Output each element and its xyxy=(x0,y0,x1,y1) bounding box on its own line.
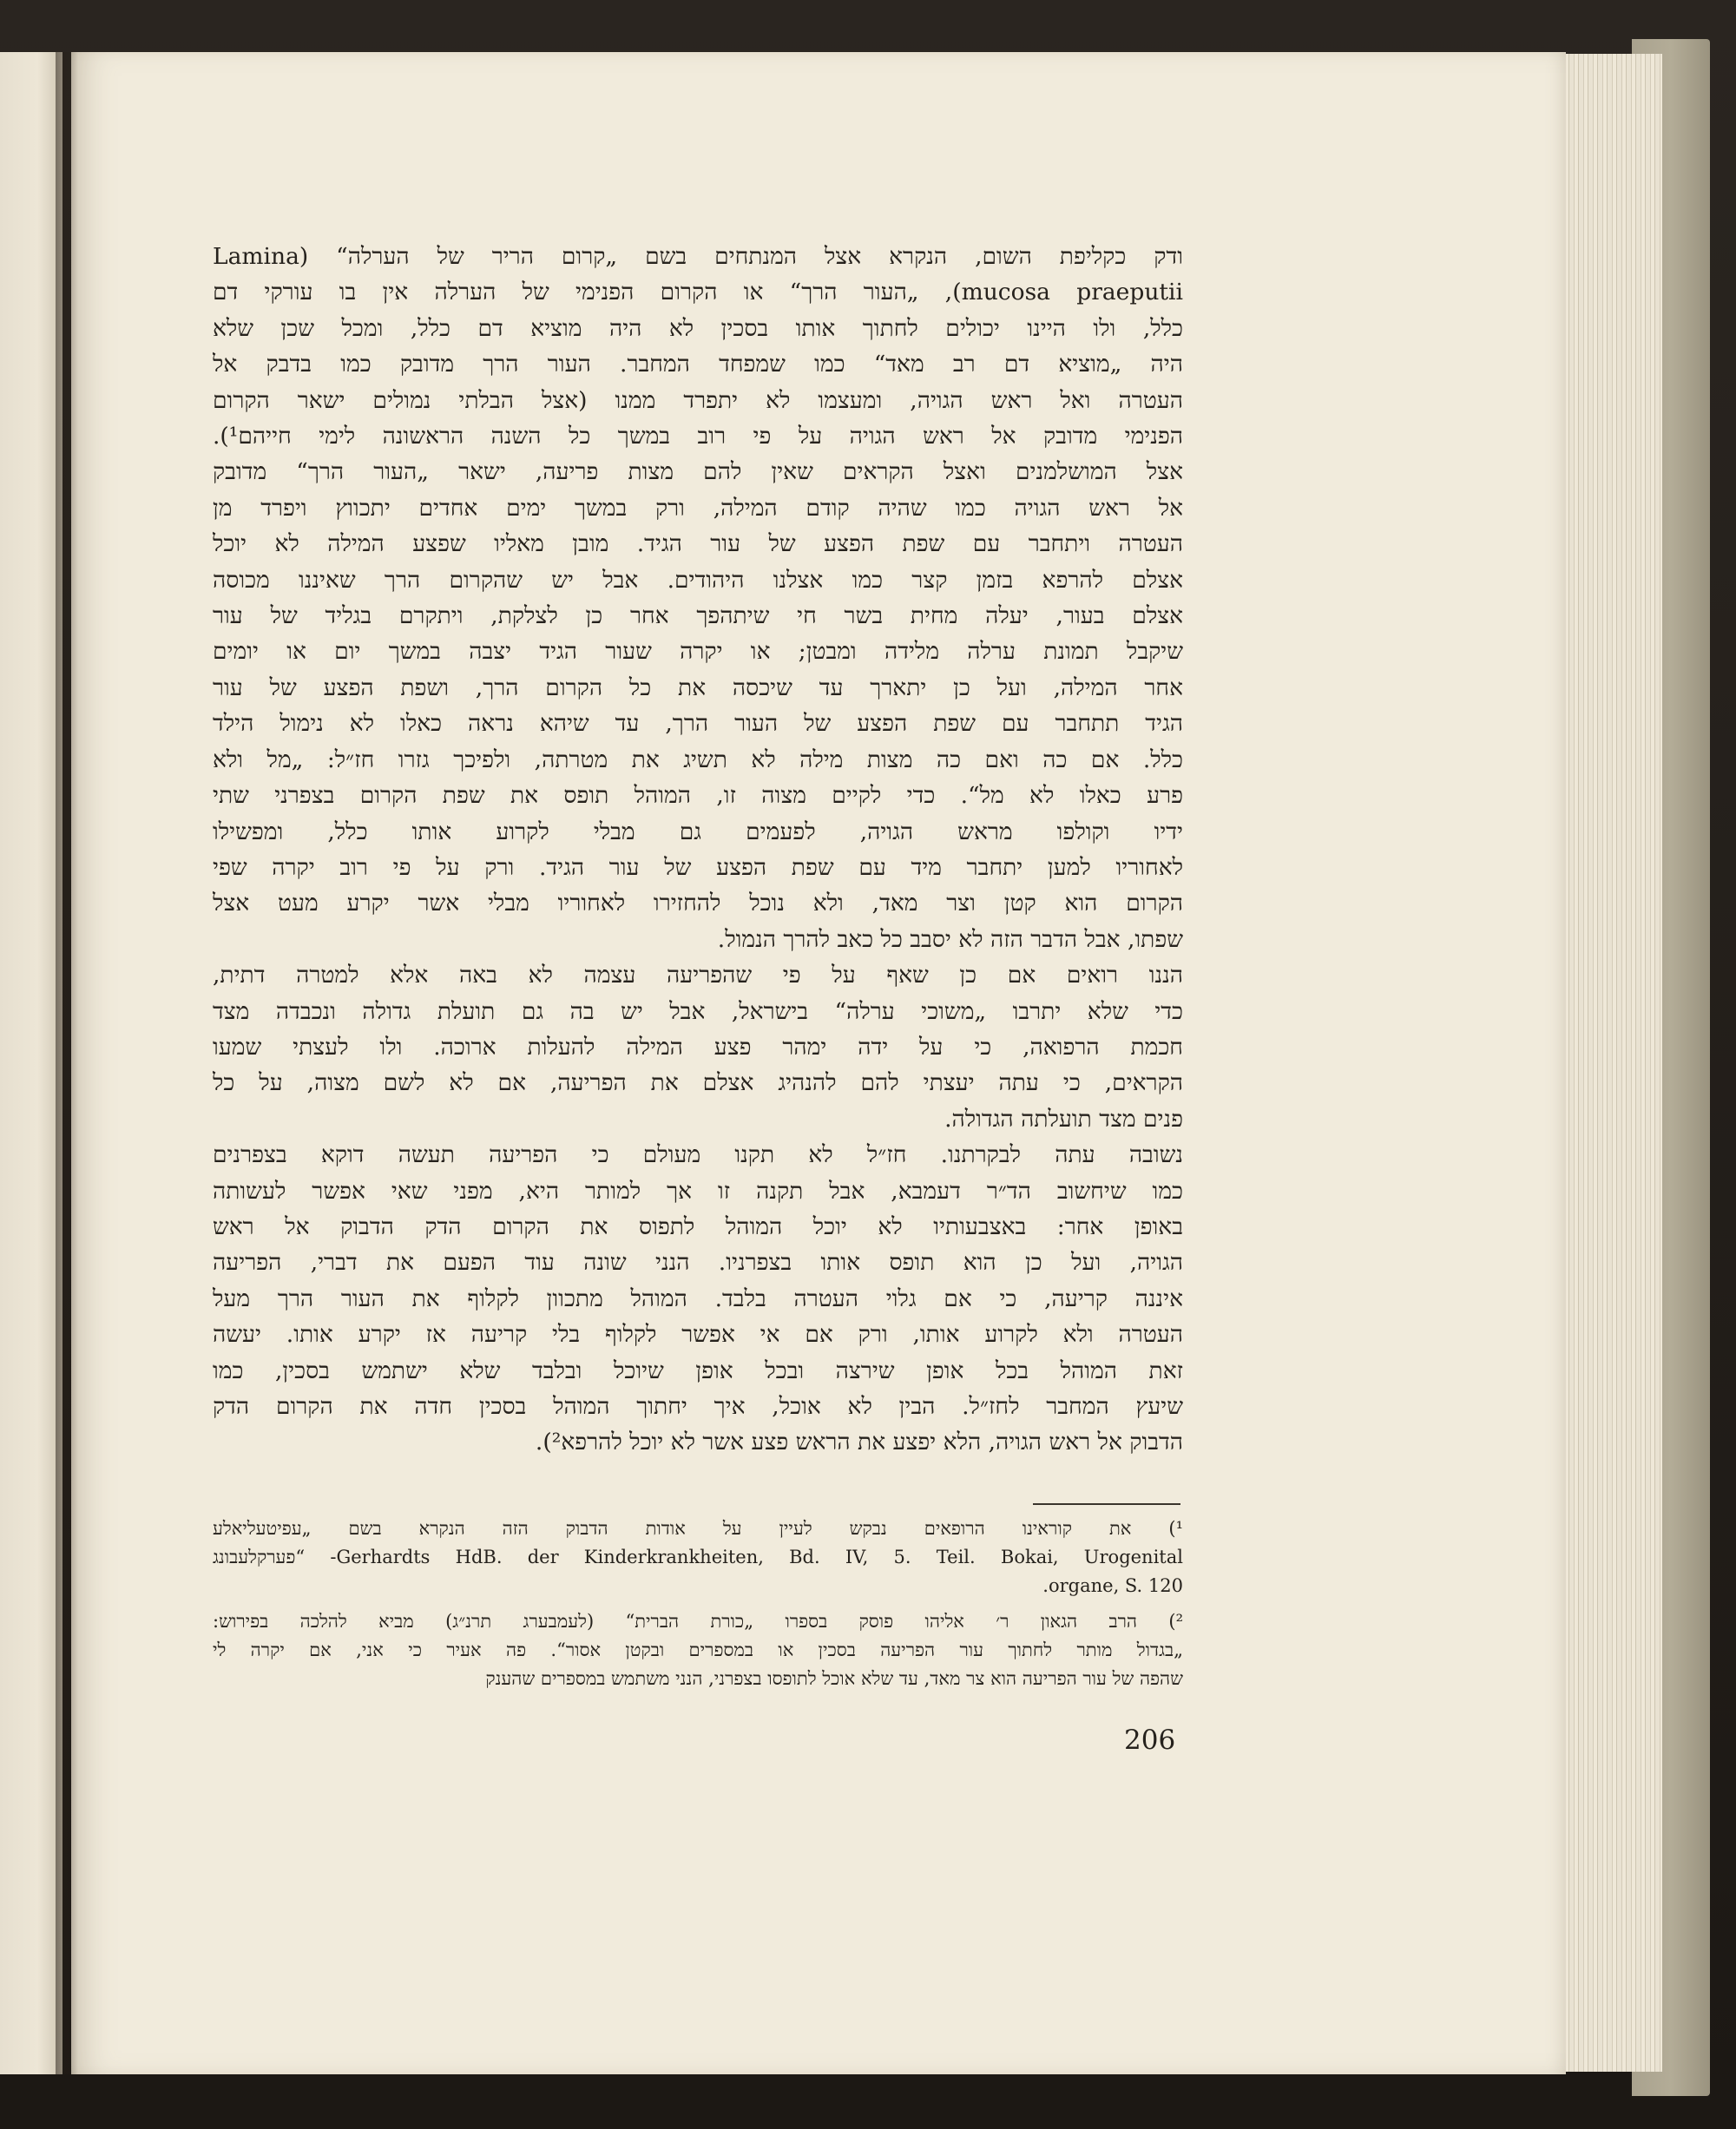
text-line: פרע כאלו לא מל“. כדי לקיים מצוה זו, המוהל תופס את שפת הקרום בצפרני שתי xyxy=(213,782,1183,810)
text-line: שיעץ המחבר לחז״ל. הבין לא אוכל, איך יחתוך המוהל בסכין חדה את הקרום הדק xyxy=(213,1393,1183,1420)
gutter-shadow xyxy=(56,52,78,2074)
text-line: היה „מוציא דם רב מאד“ כמו שמפחד המחבר. העור הרך מדובק כמו בדבק אל xyxy=(213,351,1183,378)
text-line: אצלם להרפא בזמן קצר כמו אצלנו היהודים. אבל יש שהקרום הרך שאיננו מכוסה xyxy=(213,566,1183,594)
text-line: פנים מצד תועלתה הגדולה. xyxy=(944,1105,1183,1133)
text-line: הגויה, ועל כן הוא תופס אותו בצפרניו. הנני שונה עוד הפעם את דברי, הפריעה xyxy=(213,1249,1183,1277)
text-line: העטרה ויתחבר עם שפת הפצע של עור הגיד. מובן מאליו שפצע המילה לא יוכל xyxy=(213,530,1183,558)
text-line: ²) הרב הגאון ר׳ אליהו פוסק בספרו „כורת הברית“ (לעמבערג תרנ״ג) מביא להלכה בפירוש: xyxy=(213,1611,1183,1632)
page-number: 206 xyxy=(1124,1725,1176,1756)
text-line: ¹) את קוראינו הרופאים נבקש לעיין על אודות הדבוק הזה הנקרא בשם „עפיטעליאלע xyxy=(213,1518,1183,1539)
text-line: חכמת הרפואה, כי על ידה ימהר פצע המילה להעלות ארוכה. ולו לעצתי שמעו xyxy=(213,1033,1183,1061)
footnote-1 xyxy=(213,1515,1183,1600)
text-line: הקרום הוא קטן וצר מאד, ולא נוכל להחזירו לאחוריו מבלי אשר יקרע מעט אצל xyxy=(213,890,1183,917)
text-line: שפתו, אבל הדבר הזה לא יסבב כל כאב להרך הנמול. xyxy=(717,925,1183,953)
text-line: העטרה ואל ראש הגויה, ומעצמו לא יתפרד ממנו (אצל הבלתי נמולים ישאר הקרום xyxy=(213,386,1183,414)
facing-page-edge xyxy=(0,52,62,2074)
text-line: זאת המוהל בכל אופן שירצה ובכל אופן שיוכל ובלבד שלא ישתמש בסכין, כמו xyxy=(213,1357,1183,1384)
text-line: העטרה ולא לקרוע אותו, ורק אם אי אפשר לקלוף בלי קריעה אז יקרע אותו. יעשה xyxy=(213,1321,1183,1349)
footnote-2 xyxy=(213,1607,1183,1693)
body-paragraphs xyxy=(213,239,1183,1461)
text-line: הדבוק אל ראש הגויה, הלא יפצע את הראש פצע אשר לא יוכל להרפא²). xyxy=(535,1429,1183,1456)
text-line: שהפה של עור הפריעה הוא צר מאד, עד שלא אוכל לתופסו בצפרני, הנני משתמש במספרים שהענק xyxy=(485,1668,1183,1689)
text-line: כדי שלא יתרבו „משוכי ערלה“ בישראל, אבל יש בה גם תועלת גדולה ונכבדה מצד xyxy=(213,997,1183,1025)
text-line: אצל המושלמנים ואצל הקראים שאין להם מצות פריעה, ישאר „העור הרך“ מדובק xyxy=(213,458,1183,486)
text-line: ידיו וקולפו מראש הגויה, לפעמים גם מבלי לקרוע אותו כלל, ומפשילו xyxy=(213,818,1183,845)
text-line: באופן אחר: באצבעותיו לא יוכל המוהל לתפוס את הקרום הדק הדבוק אל ראש xyxy=(213,1212,1183,1240)
text-line: „בגדול מותר לחתוך עור הפריעה בסכין או במספרים ובקטן אסור“. פה אעיר כי אני, אם יקרה לי xyxy=(213,1639,1183,1660)
text-line: נשובה עתה לבקרתנו. חז״ל לא תקנו מעולם כי הפריעה תעשה דוקא בצפרנים xyxy=(213,1141,1183,1169)
text-line: לאחוריו למען יתחבר מיד עם שפת הפצע של עור הגיד. ורק על פי רוב יקרה שפי xyxy=(213,853,1183,881)
footnotes xyxy=(213,1515,1183,1700)
text-line: אחר המילה, ועל כן יתארך עד שיכסה את כל הקרום הרך, ושפת הפצע של עור xyxy=(213,674,1183,701)
footnote-divider xyxy=(1033,1503,1180,1505)
text-line: הגיד תתחבר עם שפת הפצע של העור הרך, עד שיהא נראה כאלו לא נימול הילד xyxy=(213,710,1183,738)
text-line: איננה קריעה, כי אם גלוי העטרה בלבד. המוהל מתכוון לקלוף את העור הרך מעל xyxy=(213,1285,1183,1312)
text-line: הננו רואים אם כן שאף על פי שהפריעה עצמה לא באה אלא למטרה דתית, xyxy=(213,962,1183,989)
text-line: כלל. אם כה ואם כה מצות מילה לא תשיג את מטרתה, ולפיכך גזרו חז״ל: „מל ולא xyxy=(213,746,1183,773)
text-line: Gerhardts HdB. der Kinderkrankheiten, Bd. IV, 5. Teil. Bokai, Urogenital- “פערקלעבונג xyxy=(213,1547,1183,1567)
text-line: ודק כקליפת השום, הנקרא אצל המנתחים בשם „קרום הריר של הערלה“ (Lamina xyxy=(213,243,1183,270)
main-text xyxy=(213,239,1183,1461)
text-line: כלל, ולו היינו יכולים לחתוך אותו בסכין לא היה מוציא דם כלל, ומכל שכן שלא xyxy=(213,314,1183,342)
text-line: אצלם בעור, יעלה מחית בשר חי שיתהפך אחר כן לצלקת, ויתקרם בגליד של עור xyxy=(213,602,1183,630)
text-line: שיקבל תמונת ערלה מלידה ומבטן; או יקרה שעור הגיד יצבה במשך יום או יומים xyxy=(213,638,1183,666)
text-line: כמו שיחשוב הד״ר דעמבא, אבל תקנה זו אך למותר היא, מפני שאי אפשר לעשותה xyxy=(213,1177,1183,1205)
text-line: הפנימי מדובק אל ראש הגויה על פי רוב במשך כל השנה הראשונה לימי חייהם¹). xyxy=(213,423,1183,450)
text-line: הקראים, כי עתה יעצתי להם להנהיג אצלם את הפריעה, אם לא לשם מצוה, על כל xyxy=(213,1069,1183,1097)
text-line: mucosa praeputii), „העור הרך“ או הקרום הפנימי של הערלה אין בו עורקי דם xyxy=(213,279,1183,306)
text-line: organe, S. 120. xyxy=(1042,1575,1183,1596)
text-line: אל ראש הגויה כמו שהיה קודם המילה, ורק במשך ימים אחדים יתכווץ ויפרד מן xyxy=(213,494,1183,522)
